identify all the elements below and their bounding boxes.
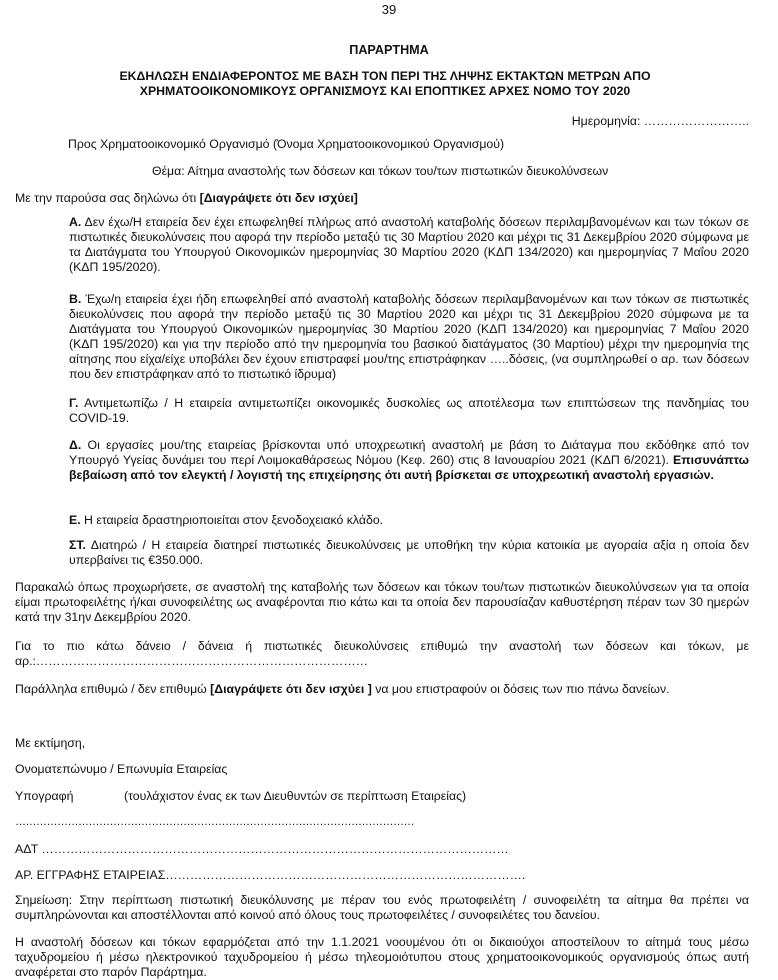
- subtitle-line-1: ΕΚΔΗΛΩΣΗ ΕΝΔΙΑΦΕΡΟΝΤΟΣ ΜΕ ΒΑΣΗ ΤΟΝ ΠΕΡΙ ΤΗΣ ΛΗΨΗΣ ΕΚΤΑΚΤΩΝ ΜΕΤΡΩΝ ΑΠΟ: [119, 69, 651, 83]
- company-registration-line: ΑΡ. ΕΓΓΡΑΦΗΣ ΕΤΑΙΡΕΙΑΣ…………………………………………………………………………….: [15, 868, 526, 882]
- declaration-item-c: [69, 396, 749, 426]
- item-text: Δεν έχω/Η εταιρεία δεν έχει επωφεληθεί πλήρως από αναστολή καταβολής δόσεων περιλαμβανομένων και των τόκων σε πιστωτικές διευκολύνσεις που αφορά την περίοδο μεταξύ τις 30 Μαρτίου 2020 και μέχρι τις 31 Δεκεμβρίου 2020 σύμφωνα με τα Διατάγματα του Υπουργού Οικονομικών ημερομηνίας 30 Μαρτίου 2020 (ΚΔΠ 134/2020) και ημερομηνίας 7 Μαΐου 2020 (ΚΔΠ 195/2020).: [69, 215, 749, 274]
- intro-instruction: [Διαγράψετε ότι δεν ισχύει]: [199, 191, 358, 205]
- item-label: Δ.: [69, 438, 82, 452]
- recipient-line: Προς Χρηματοοικονομικό Οργανισμό (Όνομα Χρηματοοικονομικού Οργανισμού): [68, 137, 505, 151]
- request-paragraph: Παρακαλώ όπως προχωρήσετε, σε αναστολή της καταβολής των δόσεων και τόκων του/των πιστωτικών διευκολύνσεων για τα οποία είμαι πρωτοφειλέτης ή/και συνοφειλέτης ως αναφέρονται πιο κάτω και τα οποία δεν παρουσίαζαν καθυστέρηση πέραν των 30 ημερών κατά την 31ην Δεκεμβρίου 2020.: [15, 580, 749, 624]
- item-label: Γ.: [69, 396, 79, 410]
- item-label: Ε.: [69, 513, 81, 527]
- item-bold-tail: Επισυνάπτω βεβαίωση από τον ελεγκτή / λογιστή της επιχείρησης ότι αυτή βρίσκεται σε υποχρεωτική αναστολή εργασιών.: [69, 453, 749, 482]
- declaration-item-d: [69, 438, 749, 483]
- refund-paragraph: [15, 682, 749, 697]
- document-title: ΠΑΡΑΡΤΗΜΑ: [349, 43, 429, 57]
- refund-text-a: Παράλληλα επιθυμώ / δεν επιθυμώ: [15, 682, 211, 696]
- declaration-item-a: [69, 215, 749, 275]
- declaration-item-st: [69, 538, 749, 568]
- signature-label: Υπογραφή: [15, 789, 74, 803]
- final-paragraph: Η αναστολή δόσεων και τόκων εφαρμόζεται από την 1.1.2021 νοουμένου ότι οι δικαιούχοι αποστείλουν το αίτημά τους μέσω ταχυδρομείου ή μέσω ηλεκτρονικού ταχυδρομείου ή μέσω τηλεομοιότυπου στους χρηματοοικονομικούς οργανισμούς όπως αυτή αναφέρεται στο παρόν Παράρτημα.: [15, 935, 749, 979]
- item-text: Η εταιρεία δραστηριοποιείται στον ξενοδοχειακό κλάδο.: [80, 513, 384, 527]
- signature-line: [15, 789, 467, 804]
- document-subtitle: [60, 69, 710, 99]
- loans-paragraph: Για το πιο κάτω δάνειο / δάνεια ή πιστωτικές διευκολύνσεις επιθυμώ την αναστολή των δόσεων και τόκων, με αρ.:………………………………………………………………………: [15, 639, 749, 668]
- signature-note: (τουλάχιστον ένας εκ των Διευθυντών σε περίπτωση Εταιρείας): [124, 789, 467, 803]
- refund-text-b: να μου επιστραφούν οι δόσεις των πιο πάνω δανείων.: [371, 682, 670, 696]
- item-text: Αντιμετωπίζω / Η εταιρεία αντιμετωπίζει οικονομικές δυσκολίες ως αποτέλεσμα των επιπτώσεων της πανδημίας του COVID-19.: [69, 396, 749, 425]
- date-line: Ημερομηνία: ……………………..: [571, 114, 749, 128]
- declaration-intro: [15, 191, 358, 206]
- item-text: Διατηρώ / Η εταιρεία διατηρεί πιστωτικές διευκολύνσεις με υποθήκη την κύρια κατοικία με αγοραία αξία η οποία δεν υπερβαίνει τις €350.000.: [69, 538, 749, 567]
- item-label: Α.: [69, 215, 82, 229]
- item-text: Οι εργασίες μου/της εταιρείας βρίσκονται υπό υποχρεωτική αναστολή με βάση το Διάταγμα που εκδόθηκε από τον Υπουργό Υγείας δυνάμει του περί Λοιμοκαθάρσεως Νόμου (Κεφ. 260) στις 8 Ιανουαρίου 2021 (ΚΔΠ 6/2021).: [69, 438, 749, 467]
- item-label: Β.: [69, 292, 82, 306]
- name-line: Ονοματεπώνυμο / Επωνυμία Εταιρείας: [15, 762, 228, 776]
- regards-line: Με εκτίμηση,: [15, 736, 86, 750]
- declaration-item-e: [69, 513, 749, 528]
- item-label: ΣΤ.: [69, 538, 86, 552]
- signature-dotted-line: ……………………………………………………………………………………………………: [15, 816, 414, 828]
- item-text: Έχω/η εταιρεία έχει ήδη επωφεληθεί από αναστολή καταβολής δόσεων περιλαμβανομένων και των τόκων σε πιστωτικές διευκολύνσεις που αφορά την περίοδο μεταξύ τις 30 Μαρτίου 2020 και μέχρι τις 31 Δεκεμβρίου 2020 σύμφωνα με τα Διατάγματα του Υπουργού Οικονομικών ημερομηνίας 30 Μαρτίου 2020 (ΚΔΠ 134/2020) και ημερομηνίας 7 Μαΐου 2020 (ΚΔΠ 195/2020) και για την περίοδο από την ημερομηνία του βασικού διατάγματος (30 Μαρτίου) μέχρι την ημερομηνία της αίτησης που είχα/είχε υποβάλει δεν έχουν επιστραφεί μου/της επιστράφηκαν …..δόσεις, (να συμπληρωθεί ο αρ. των δόσεων που δεν επιστράφηκαν από το πιστωτικό ίδρυμα): [69, 292, 749, 381]
- note-paragraph: Σημείωση: Στην περίπτωση πιστωτική διευκόλυνσης με πέραν του ενός πρωτοφειλέτη / συνοφειλέτη τα αίτημα θα πρέπει να συμπληρώνονται και αποστέλλονται από κοινού από όλους τους πρωτοφειλέτες / συνοφειλέτες του δανείου.: [15, 893, 749, 922]
- id-card-line: ΑΔΤ ……………………………………………………………………………………………………: [15, 842, 509, 856]
- declaration-item-b: [69, 292, 749, 382]
- intro-text: Με την παρούσα σας δηλώνω ότι: [15, 191, 200, 205]
- subject-line: Θέμα: Αίτημα αναστολής των δόσεων και τόκων του/των πιστωτικών διευκολύνσεων: [152, 164, 609, 178]
- subtitle-line-2: ΧΡΗΜΑΤΟΟΙΚΟΝΟΜΙΚΟΥΣ ΟΡΓΑΝΙΣΜΟΥΣ ΚΑΙ ΕΠΟΠΤΙΚΕΣ ΑΡΧΕΣ ΝΟΜΟ ΤΟΥ 2020: [139, 84, 631, 98]
- refund-instruction: [Διαγράψετε ότι δεν ισχύει ]: [210, 682, 372, 696]
- page-number: 39: [381, 2, 397, 17]
